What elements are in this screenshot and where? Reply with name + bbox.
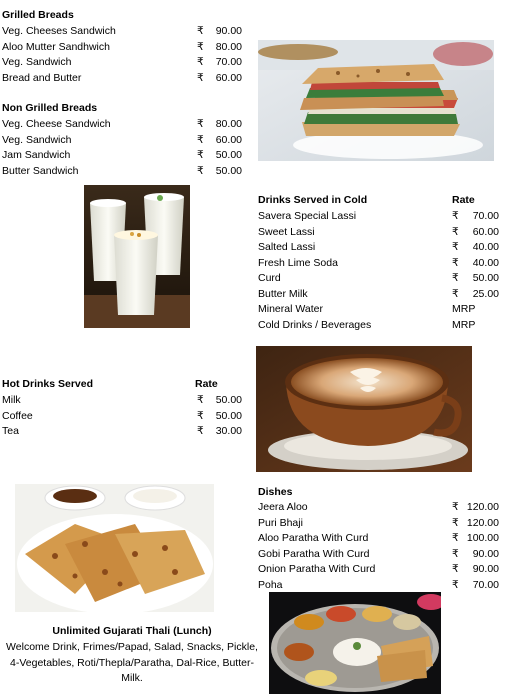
rupee-symbol: ₹ — [452, 578, 459, 591]
menu-item-price: 60.00 — [472, 225, 499, 238]
coffee-photo — [256, 346, 472, 472]
menu-item-price: MRP — [452, 318, 476, 331]
rupee-symbol: ₹ — [197, 394, 204, 406]
menu-item-price: 50.00 — [472, 272, 499, 284]
rupee-symbol: ₹ — [197, 425, 204, 437]
rupee-symbol: ₹ — [452, 241, 459, 253]
menu-item-price: 50.00 — [215, 394, 242, 406]
menu-item-price: 40.00 — [472, 256, 499, 269]
rupee-symbol: ₹ — [452, 256, 459, 269]
hot-drinks-rate-label: Rate — [195, 378, 218, 390]
menu-item-price: 60.00 — [215, 133, 242, 146]
rupee-symbol: ₹ — [452, 272, 459, 284]
menu-item-price: 60.00 — [215, 71, 242, 84]
rupee-symbol: ₹ — [452, 287, 459, 300]
menu-item-name: Veg. Cheeses Sandwich — [2, 25, 116, 37]
menu-item-name: Veg. Sandwich — [2, 56, 72, 68]
thali-description-line: 4-Vegetables, Roti/Thepla/Paratha, Dal-Rice, Butter- — [10, 656, 254, 669]
menu-item-name: Gobi Paratha With Curd — [258, 547, 370, 560]
cold-drinks-rate-label: Rate — [452, 194, 475, 206]
grilled-breads-heading: Grilled Breads — [2, 9, 74, 21]
rupee-symbol: ₹ — [197, 149, 204, 161]
thali-description-line: Milk. — [121, 672, 143, 684]
menu-item-price: 70.00 — [472, 210, 499, 222]
menu-item-price: 50.00 — [215, 149, 242, 161]
menu-item-name: Onion Paratha With Curd — [258, 563, 376, 575]
menu-item-price: 40.00 — [472, 241, 499, 253]
non-grilled-breads-heading: Non Grilled Breads — [2, 102, 98, 114]
rupee-symbol: ₹ — [452, 532, 459, 544]
menu-item-name: Veg. Sandwich — [2, 133, 72, 146]
menu-item-name: Bread and Butter — [2, 71, 82, 84]
rupee-symbol: ₹ — [452, 516, 459, 529]
menu-item-name: Fresh Lime Soda — [258, 256, 338, 269]
rupee-symbol: ₹ — [452, 501, 459, 513]
menu-item-name: Cold Drinks / Beverages — [258, 318, 372, 331]
menu-item-price: 100.00 — [466, 532, 499, 544]
menu-item-price: 30.00 — [215, 425, 242, 437]
rupee-symbol: ₹ — [197, 118, 204, 130]
menu-item-price: 70.00 — [215, 56, 242, 68]
menu-item-price: 50.00 — [215, 409, 242, 422]
rupee-symbol: ₹ — [197, 25, 204, 37]
menu-item-name: Butter Milk — [258, 287, 308, 300]
rupee-symbol: ₹ — [452, 563, 459, 575]
menu-item-name: Aloo Paratha With Curd — [258, 532, 369, 544]
menu-item-name: Mineral Water — [258, 303, 323, 315]
menu-item-name: Poha — [258, 578, 283, 591]
menu-item-price: 80.00 — [215, 118, 242, 130]
thali-heading: Unlimited Gujarati Thali (Lunch) — [52, 625, 212, 637]
menu-item-name: Tea — [2, 425, 19, 437]
thali-photo — [269, 592, 441, 694]
rupee-symbol: ₹ — [197, 71, 204, 84]
menu-item-name: Savera Special Lassi — [258, 210, 357, 222]
menu-item-name: Jam Sandwich — [2, 149, 71, 161]
menu-item-name: Curd — [258, 272, 281, 284]
menu-item-price: 90.00 — [472, 563, 499, 575]
menu-item-price: 90.00 — [472, 547, 499, 560]
rupee-symbol: ₹ — [197, 56, 204, 68]
rupee-symbol: ₹ — [452, 210, 459, 222]
menu-item-name: Puri Bhaji — [258, 516, 303, 529]
thali-description — [0, 640, 264, 687]
rupee-symbol: ₹ — [197, 133, 204, 146]
thali-description-line: Welcome Drink, Frimes/Papad, Salad, Snacks, Pickle, — [6, 641, 258, 653]
menu-item-name: Aloo Mutter Sandhwich — [2, 40, 110, 53]
rupee-symbol: ₹ — [197, 164, 204, 177]
menu-item-name: Jeera Aloo — [258, 501, 308, 513]
menu-item-price: 25.00 — [472, 287, 499, 300]
sandwich-photo — [258, 40, 494, 161]
dishes-heading: Dishes — [258, 486, 293, 498]
menu-item-price: 70.00 — [472, 578, 499, 591]
menu-item-name: Sweet Lassi — [258, 225, 315, 238]
rupee-symbol: ₹ — [452, 225, 459, 238]
menu-item-price: 120.00 — [466, 516, 499, 529]
paratha-photo — [15, 484, 214, 612]
menu-item-price: 120.00 — [466, 501, 499, 513]
menu-item-price: MRP — [452, 303, 476, 315]
cold-drinks-heading: Drinks Served in Cold — [258, 194, 368, 206]
menu-item-name: Milk — [2, 394, 21, 406]
menu-item-price: 90.00 — [215, 25, 242, 37]
lassi-photo — [84, 185, 190, 328]
menu-item-name: Veg. Cheese Sandwich — [2, 118, 111, 130]
rupee-symbol: ₹ — [452, 547, 459, 560]
menu-item-name: Coffee — [2, 409, 33, 422]
hot-drinks-heading: Hot Drinks Served — [2, 378, 94, 390]
rupee-symbol: ₹ — [197, 40, 204, 53]
rupee-symbol: ₹ — [197, 409, 204, 422]
menu-item-price: 80.00 — [215, 40, 242, 53]
menu-item-name: Salted Lassi — [258, 241, 316, 253]
menu-item-name: Butter Sandwich — [2, 164, 79, 177]
menu-item-price: 50.00 — [215, 164, 242, 177]
